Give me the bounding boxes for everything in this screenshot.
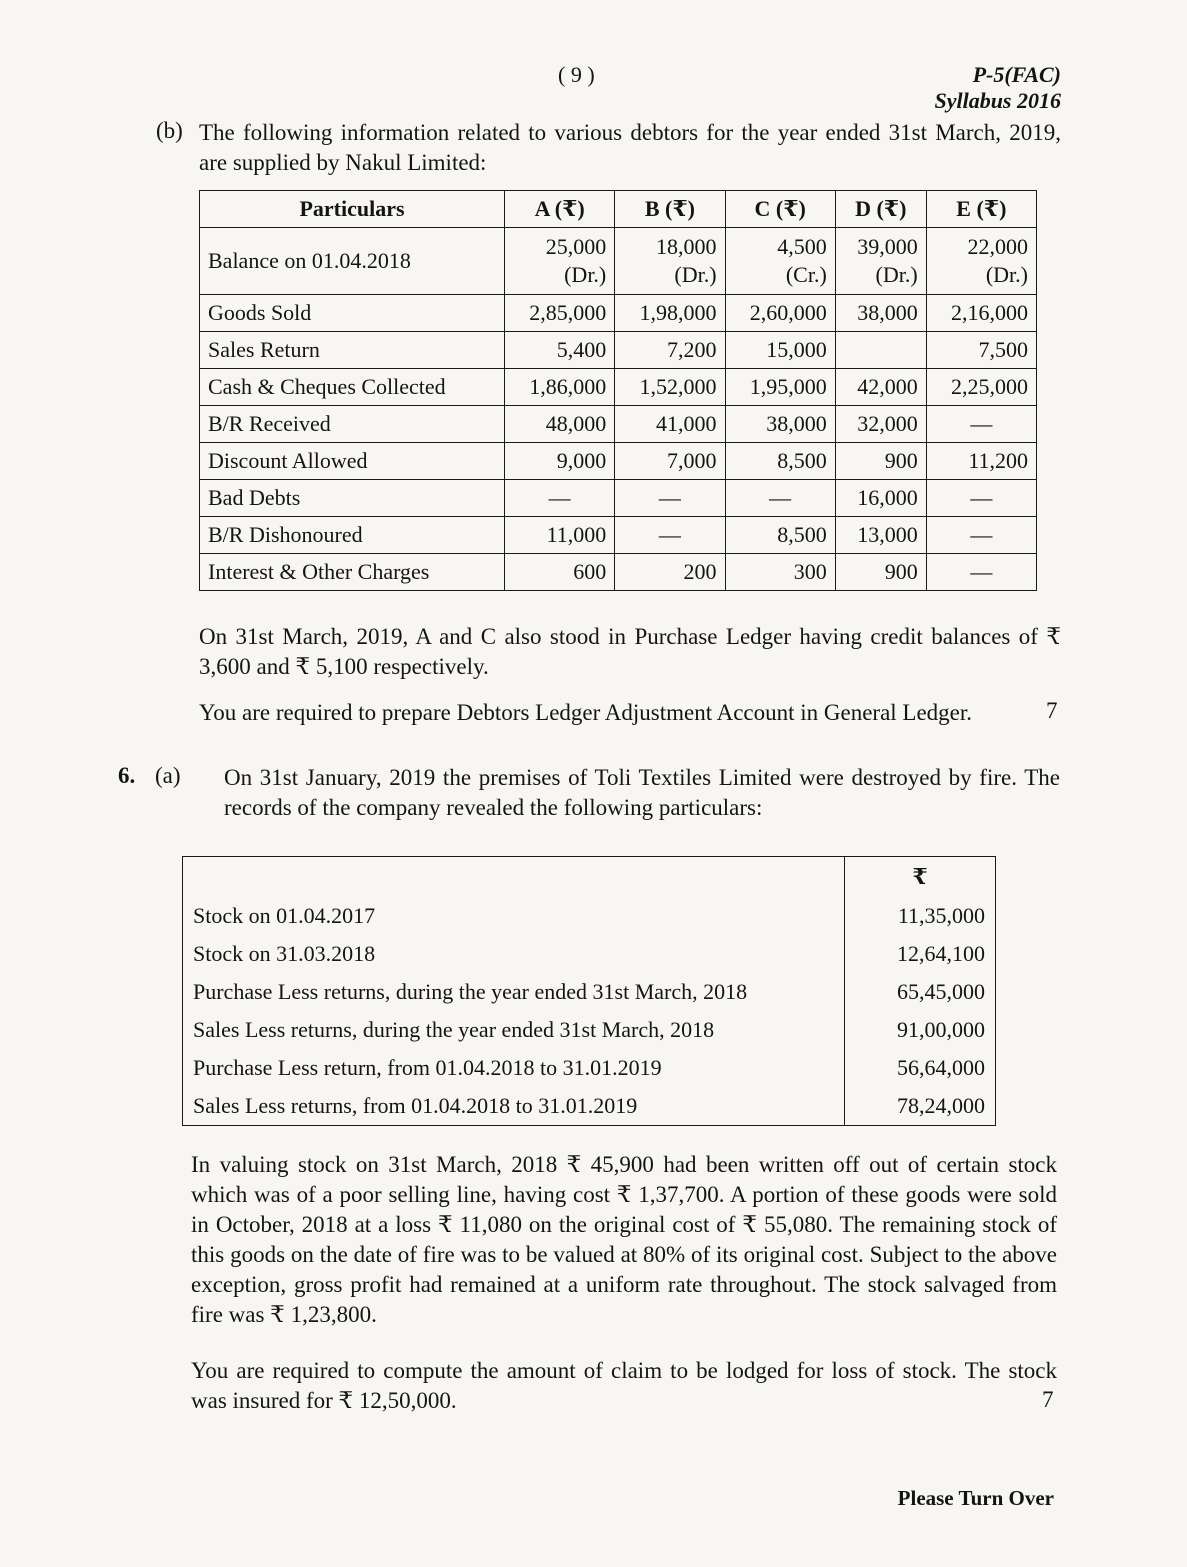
question-6-number: 6. bbox=[118, 763, 136, 788]
table-row bbox=[183, 1011, 996, 1049]
column-header: A (₹) bbox=[505, 191, 615, 228]
question-6-part-label: (a) bbox=[155, 763, 181, 788]
stock-item-amount: 78,24,000 bbox=[845, 1087, 996, 1126]
table-cell: 7,200 bbox=[615, 332, 725, 369]
stock-item-description: Purchase Less returns, during the year ended 31st March, 2018 bbox=[183, 973, 845, 1011]
table-row bbox=[200, 332, 1037, 369]
syllabus-label: Syllabus 2016 bbox=[934, 88, 1061, 113]
table-cell: 9,000 bbox=[505, 443, 615, 480]
table-row bbox=[183, 973, 996, 1011]
stock-table bbox=[182, 856, 996, 1126]
question-6-marks: 7 bbox=[1042, 1387, 1054, 1412]
table-row-balance bbox=[200, 228, 1037, 295]
row-label: Cash & Cheques Collected bbox=[200, 369, 505, 406]
column-header: B (₹) bbox=[615, 191, 725, 228]
table-row bbox=[200, 480, 1037, 517]
column-header: C (₹) bbox=[725, 191, 835, 228]
table-cell: 1,86,000 bbox=[505, 369, 615, 406]
header-blank bbox=[183, 857, 845, 898]
table-cell: 2,25,000 bbox=[926, 369, 1036, 406]
row-label: B/R Received bbox=[200, 406, 505, 443]
question-b-intro: The following information related to various debtors for the year ended 31st March, 2019, are supplied by Nakul Limited: bbox=[199, 120, 1061, 175]
stock-item-description: Purchase Less return, from 01.04.2018 to 31.01.2019 bbox=[183, 1049, 845, 1087]
table-cell: 41,000 bbox=[615, 406, 725, 443]
table-cell: 900 bbox=[835, 443, 926, 480]
row-label: Sales Return bbox=[200, 332, 505, 369]
stock-item-amount: 11,35,000 bbox=[845, 897, 996, 935]
question-6-para-2: You are required to compute the amount of claim to be lodged for loss of stock. The stock was insured for ₹ 12,50,000. bbox=[191, 1358, 1057, 1413]
row-label: Interest & Other Charges bbox=[200, 554, 505, 591]
table-cell: 1,98,000 bbox=[615, 295, 725, 332]
table-row bbox=[183, 1049, 996, 1087]
table-cell: 200 bbox=[615, 554, 725, 591]
table-cell: 13,000 bbox=[835, 517, 926, 554]
table-cell: 4,500 (Cr.) bbox=[725, 228, 835, 295]
table-cell bbox=[835, 332, 926, 369]
table-cell: 300 bbox=[725, 554, 835, 591]
table-cell: 8,500 bbox=[725, 517, 835, 554]
table-cell: — bbox=[926, 480, 1036, 517]
question-b-marks: 7 bbox=[1046, 698, 1058, 723]
stock-item-amount: 56,64,000 bbox=[845, 1049, 996, 1087]
question-b-requirement: You are required to prepare Debtors Ledger Adjustment Account in General Ledger. bbox=[199, 700, 973, 725]
table-cell: 2,60,000 bbox=[725, 295, 835, 332]
question-6-intro: On 31st January, 2019 the premises of Toli Textiles Limited were destroyed by fire. The records of the company revealed the following particulars: bbox=[224, 765, 1060, 820]
stock-item-description: Sales Less returns, from 01.04.2018 to 31.01.2019 bbox=[183, 1087, 845, 1126]
table-cell: 25,000 (Dr.) bbox=[505, 228, 615, 295]
table-cell: 8,500 bbox=[725, 443, 835, 480]
table-cell: — bbox=[725, 480, 835, 517]
stock-item-description: Sales Less returns, during the year ended 31st March, 2018 bbox=[183, 1011, 845, 1049]
table-cell: 7,000 bbox=[615, 443, 725, 480]
table-row bbox=[200, 406, 1037, 443]
table-row bbox=[200, 554, 1037, 591]
currency-header: ₹ bbox=[845, 857, 996, 898]
table-cell: 5,400 bbox=[505, 332, 615, 369]
paper-code-block bbox=[934, 62, 1061, 114]
table-cell: — bbox=[615, 480, 725, 517]
row-label: Goods Sold bbox=[200, 295, 505, 332]
table-row bbox=[183, 935, 996, 973]
stock-item-amount: 12,64,100 bbox=[845, 935, 996, 973]
stock-item-amount: 91,00,000 bbox=[845, 1011, 996, 1049]
table-row bbox=[200, 369, 1037, 406]
question-6-para-1: In valuing stock on 31st March, 2018 ₹ 45,900 had been written off out of certain stock which was of a poor selling line, having cost ₹ 1,37,700. A portion of these goods were sold in October, 2018 at a loss ₹ 11,080 on the original cost of ₹ 55,080. The remaining stock of this goods on the date of fire was to be valued at 80% of its original cost. Subject to the above exception, gross profit had remained at a uniform rate throughout. The stock salvaged from fire was ₹ 1,23,800. bbox=[191, 1152, 1057, 1327]
table-cell: 15,000 bbox=[725, 332, 835, 369]
table-cell: 48,000 bbox=[505, 406, 615, 443]
table-cell: 38,000 bbox=[835, 295, 926, 332]
table-cell: — bbox=[505, 480, 615, 517]
table-cell: — bbox=[926, 406, 1036, 443]
question-b-note: On 31st March, 2019, A and C also stood in Purchase Ledger having credit balances of ₹ 3,600 and ₹ 5,100 respectively. bbox=[199, 624, 1061, 679]
table-cell: 22,000 (Dr.) bbox=[926, 228, 1036, 295]
paper-code: P-5(FAC) bbox=[972, 62, 1061, 87]
table-row bbox=[200, 517, 1037, 554]
stock-item-description: Stock on 31.03.2018 bbox=[183, 935, 845, 973]
table-cell: — bbox=[926, 554, 1036, 591]
table-cell: 18,000 (Dr.) bbox=[615, 228, 725, 295]
stock-item-amount: 65,45,000 bbox=[845, 973, 996, 1011]
table-row bbox=[183, 897, 996, 935]
column-header: D (₹) bbox=[835, 191, 926, 228]
column-header: E (₹) bbox=[926, 191, 1036, 228]
table-cell: 38,000 bbox=[725, 406, 835, 443]
stock-table-header bbox=[183, 857, 996, 898]
table-cell: 2,16,000 bbox=[926, 295, 1036, 332]
table-cell: 11,200 bbox=[926, 443, 1036, 480]
table-cell: 32,000 bbox=[835, 406, 926, 443]
table-cell: 39,000 (Dr.) bbox=[835, 228, 926, 295]
row-label: Discount Allowed bbox=[200, 443, 505, 480]
table-cell: 600 bbox=[505, 554, 615, 591]
footer-turn-over: Please Turn Over bbox=[897, 1486, 1054, 1510]
table-cell: — bbox=[615, 517, 725, 554]
table-cell: 16,000 bbox=[835, 480, 926, 517]
table-cell: 1,52,000 bbox=[615, 369, 725, 406]
row-label: Bad Debts bbox=[200, 480, 505, 517]
table-cell: 1,95,000 bbox=[725, 369, 835, 406]
stock-item-description: Stock on 01.04.2017 bbox=[183, 897, 845, 935]
question-b-label: (b) bbox=[156, 118, 183, 143]
debtors-table bbox=[199, 190, 1037, 591]
table-cell: 900 bbox=[835, 554, 926, 591]
table-cell: 11,000 bbox=[505, 517, 615, 554]
table-row bbox=[183, 1087, 996, 1126]
row-label: B/R Dishonoured bbox=[200, 517, 505, 554]
table-row bbox=[200, 295, 1037, 332]
column-header: Particulars bbox=[200, 191, 505, 228]
debtors-table-header bbox=[200, 191, 1037, 228]
row-label: Balance on 01.04.2018 bbox=[200, 228, 505, 295]
page-number: ( 9 ) bbox=[558, 62, 595, 87]
table-row bbox=[200, 443, 1037, 480]
table-cell: 2,85,000 bbox=[505, 295, 615, 332]
table-cell: 42,000 bbox=[835, 369, 926, 406]
table-cell: — bbox=[926, 517, 1036, 554]
table-cell: 7,500 bbox=[926, 332, 1036, 369]
